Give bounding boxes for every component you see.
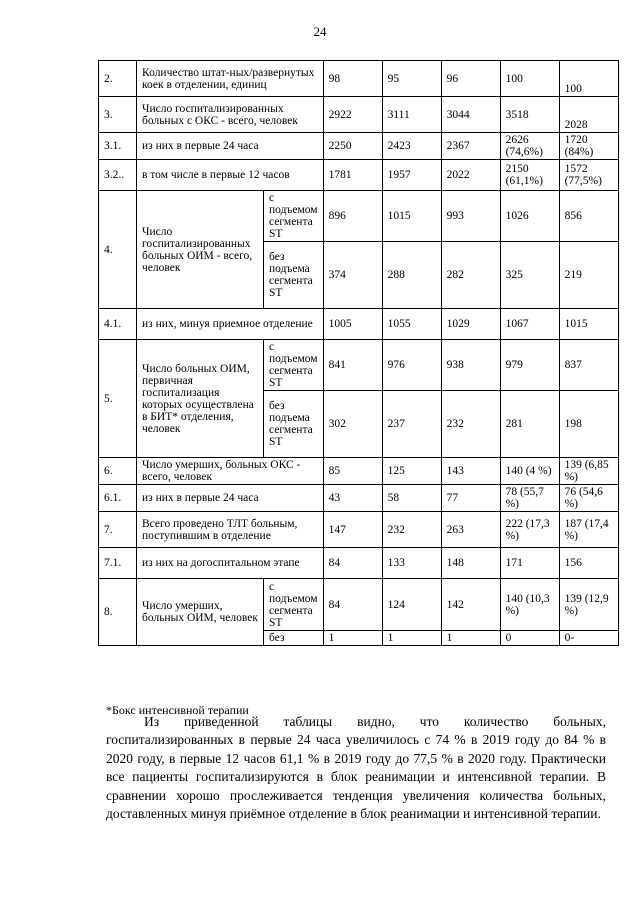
- row-number: 6.1.: [99, 485, 137, 512]
- table-row: [99, 97, 619, 133]
- row-label: из них, минуя приемное отделение: [137, 309, 324, 340]
- row-value: 837: [559, 340, 618, 391]
- table-row: [99, 191, 619, 242]
- row-value: 0-: [559, 631, 618, 646]
- row-value: 95: [382, 61, 441, 97]
- statistics-table: [98, 60, 619, 646]
- row-value: 1781: [323, 160, 382, 191]
- row-value: 2922: [323, 97, 382, 133]
- row-number: 3.2..: [99, 160, 137, 191]
- row-value: 896: [323, 191, 382, 242]
- row-value: 2250: [323, 133, 382, 160]
- row-value: 100: [500, 61, 559, 97]
- row-value: 1005: [323, 309, 382, 340]
- page-number: 24: [313, 24, 327, 39]
- table-row: [99, 340, 619, 391]
- row-value: 2150 (61,1%): [500, 160, 559, 191]
- row-number: 6.: [99, 458, 137, 485]
- subrow-label: без: [264, 631, 324, 646]
- subrow-label: с подъемом сегмента ST: [264, 191, 324, 242]
- row-value: 98: [323, 61, 382, 97]
- row-value: 140 (4 %): [500, 458, 559, 485]
- row-value: 302: [323, 391, 382, 458]
- row-value: 263: [441, 512, 500, 548]
- row-value: 1015: [559, 309, 618, 340]
- subrow-label: без подъема сегмента ST: [264, 391, 324, 458]
- row-value: 222 (17,3 %): [500, 512, 559, 548]
- row-value: 219: [559, 242, 618, 309]
- row-value: 133: [382, 548, 441, 579]
- row-label: Число умерших, больных ОИМ, человек: [137, 579, 264, 646]
- row-value: 142: [441, 579, 500, 631]
- row-value: 3111: [382, 97, 441, 133]
- row-value: 841: [323, 340, 382, 391]
- row-value: 143: [441, 458, 500, 485]
- subrow-label: без подъема сегмента ST: [264, 242, 324, 309]
- table-row: [99, 309, 619, 340]
- footnote: *Бокс интенсивной терапии: [106, 703, 249, 717]
- row-value: 124: [382, 579, 441, 631]
- row-value: 1: [323, 631, 382, 646]
- row-value: 2626 (74,6%): [500, 133, 559, 160]
- table-row: [99, 458, 619, 485]
- row-label: из них на догоспитальном этапе: [137, 548, 324, 579]
- row-value: 156: [559, 548, 618, 579]
- subrow-label: с подъемом сегмента ST: [264, 340, 324, 391]
- row-value: 2028: [559, 97, 618, 133]
- row-value: 1026: [500, 191, 559, 242]
- row-value: 187 (17,4 %): [559, 512, 618, 548]
- row-value: 232: [441, 391, 500, 458]
- row-value: 198: [559, 391, 618, 458]
- row-value: 1720 (84%): [559, 133, 618, 160]
- table-row: [99, 61, 619, 97]
- row-label: Число больных ОИМ, первичная госпитализация которых осуществлена в БИТ* отделения, человек: [137, 340, 264, 458]
- row-value: 2423: [382, 133, 441, 160]
- row-value: 2022: [441, 160, 500, 191]
- table-row: [99, 548, 619, 579]
- row-label: Число госпитализированных больных с ОКС - всего, человек: [137, 97, 324, 133]
- row-value: 1: [441, 631, 500, 646]
- row-value: 976: [382, 340, 441, 391]
- row-value: 140 (10,3 %): [500, 579, 559, 631]
- row-value: 85: [323, 458, 382, 485]
- row-value: 979: [500, 340, 559, 391]
- row-value: 148: [441, 548, 500, 579]
- row-value: 237: [382, 391, 441, 458]
- row-value: 84: [323, 548, 382, 579]
- row-number: 3.1.: [99, 133, 137, 160]
- table-row: [99, 133, 619, 160]
- row-label: Количество штат-ных/развернутых коек в отделении, единиц: [137, 61, 324, 97]
- row-label: из них в первые 24 часа: [137, 133, 324, 160]
- row-value: 1572 (77,5%): [559, 160, 618, 191]
- table-row: [99, 485, 619, 512]
- row-value: 1029: [441, 309, 500, 340]
- row-value: 171: [500, 548, 559, 579]
- row-value: 43: [323, 485, 382, 512]
- row-number: 5.: [99, 340, 137, 458]
- row-value: 1957: [382, 160, 441, 191]
- row-value: 1067: [500, 309, 559, 340]
- row-value: 325: [500, 242, 559, 309]
- row-label: из них в первые 24 часа: [137, 485, 324, 512]
- row-value: 76 (54,6 %): [559, 485, 618, 512]
- row-value: 125: [382, 458, 441, 485]
- row-value: 374: [323, 242, 382, 309]
- row-number: 7.: [99, 512, 137, 548]
- row-label: в том числе в первые 12 часов: [137, 160, 324, 191]
- row-value: 993: [441, 191, 500, 242]
- row-value: 96: [441, 61, 500, 97]
- subrow-label: с подъемом сегмента ST: [264, 579, 324, 631]
- row-value: 139 (6,85 %): [559, 458, 618, 485]
- row-value: 232: [382, 512, 441, 548]
- row-value: 3518: [500, 97, 559, 133]
- table-row: [99, 160, 619, 191]
- row-number: 3.: [99, 97, 137, 133]
- row-label: Всего проведено ТЛТ больным, поступившим в отделение: [137, 512, 324, 548]
- row-number: 7.1.: [99, 548, 137, 579]
- table-row: [99, 512, 619, 548]
- row-value: 288: [382, 242, 441, 309]
- row-value: 139 (12,9 %): [559, 579, 618, 631]
- row-value: 1015: [382, 191, 441, 242]
- row-number: 4.1.: [99, 309, 137, 340]
- body-paragraph: Из приведенной таблицы видно, что количество больных, госпитализированных в первые 24 часа увеличилось с 74 % в 2019 году до 84 % в 2020 году, в первые 12 часов 61,1 % в 2019 году до 77,5 % в 2020 году. Практически все пациенты госпитализируются в блок реанимации и интенсивной терапии. В сравнении хорошо прослеживается тенденция увеличения количества больных, доставленных минуя приёмное отделение в блок реанимации и интенсивной терапии.: [106, 714, 606, 822]
- row-value: 3044: [441, 97, 500, 133]
- row-value: 856: [559, 191, 618, 242]
- row-value: 147: [323, 512, 382, 548]
- row-value: 58: [382, 485, 441, 512]
- row-value: 281: [500, 391, 559, 458]
- row-value: 0: [500, 631, 559, 646]
- table-row: [99, 579, 619, 631]
- row-number: 8.: [99, 579, 137, 646]
- row-label: Число госпитализированных больных ОИМ - всего, человек: [137, 191, 264, 309]
- row-label: Число умерших, больных ОКС - всего, человек: [137, 458, 324, 485]
- row-value: 938: [441, 340, 500, 391]
- row-value: 84: [323, 579, 382, 631]
- row-value: 1055: [382, 309, 441, 340]
- row-value: 1: [382, 631, 441, 646]
- row-value: 78 (55,7 %): [500, 485, 559, 512]
- row-value: 77: [441, 485, 500, 512]
- row-number: 2.: [99, 61, 137, 97]
- row-value: 282: [441, 242, 500, 309]
- row-value: 100: [559, 61, 618, 97]
- row-value: 2367: [441, 133, 500, 160]
- row-number: 4.: [99, 191, 137, 309]
